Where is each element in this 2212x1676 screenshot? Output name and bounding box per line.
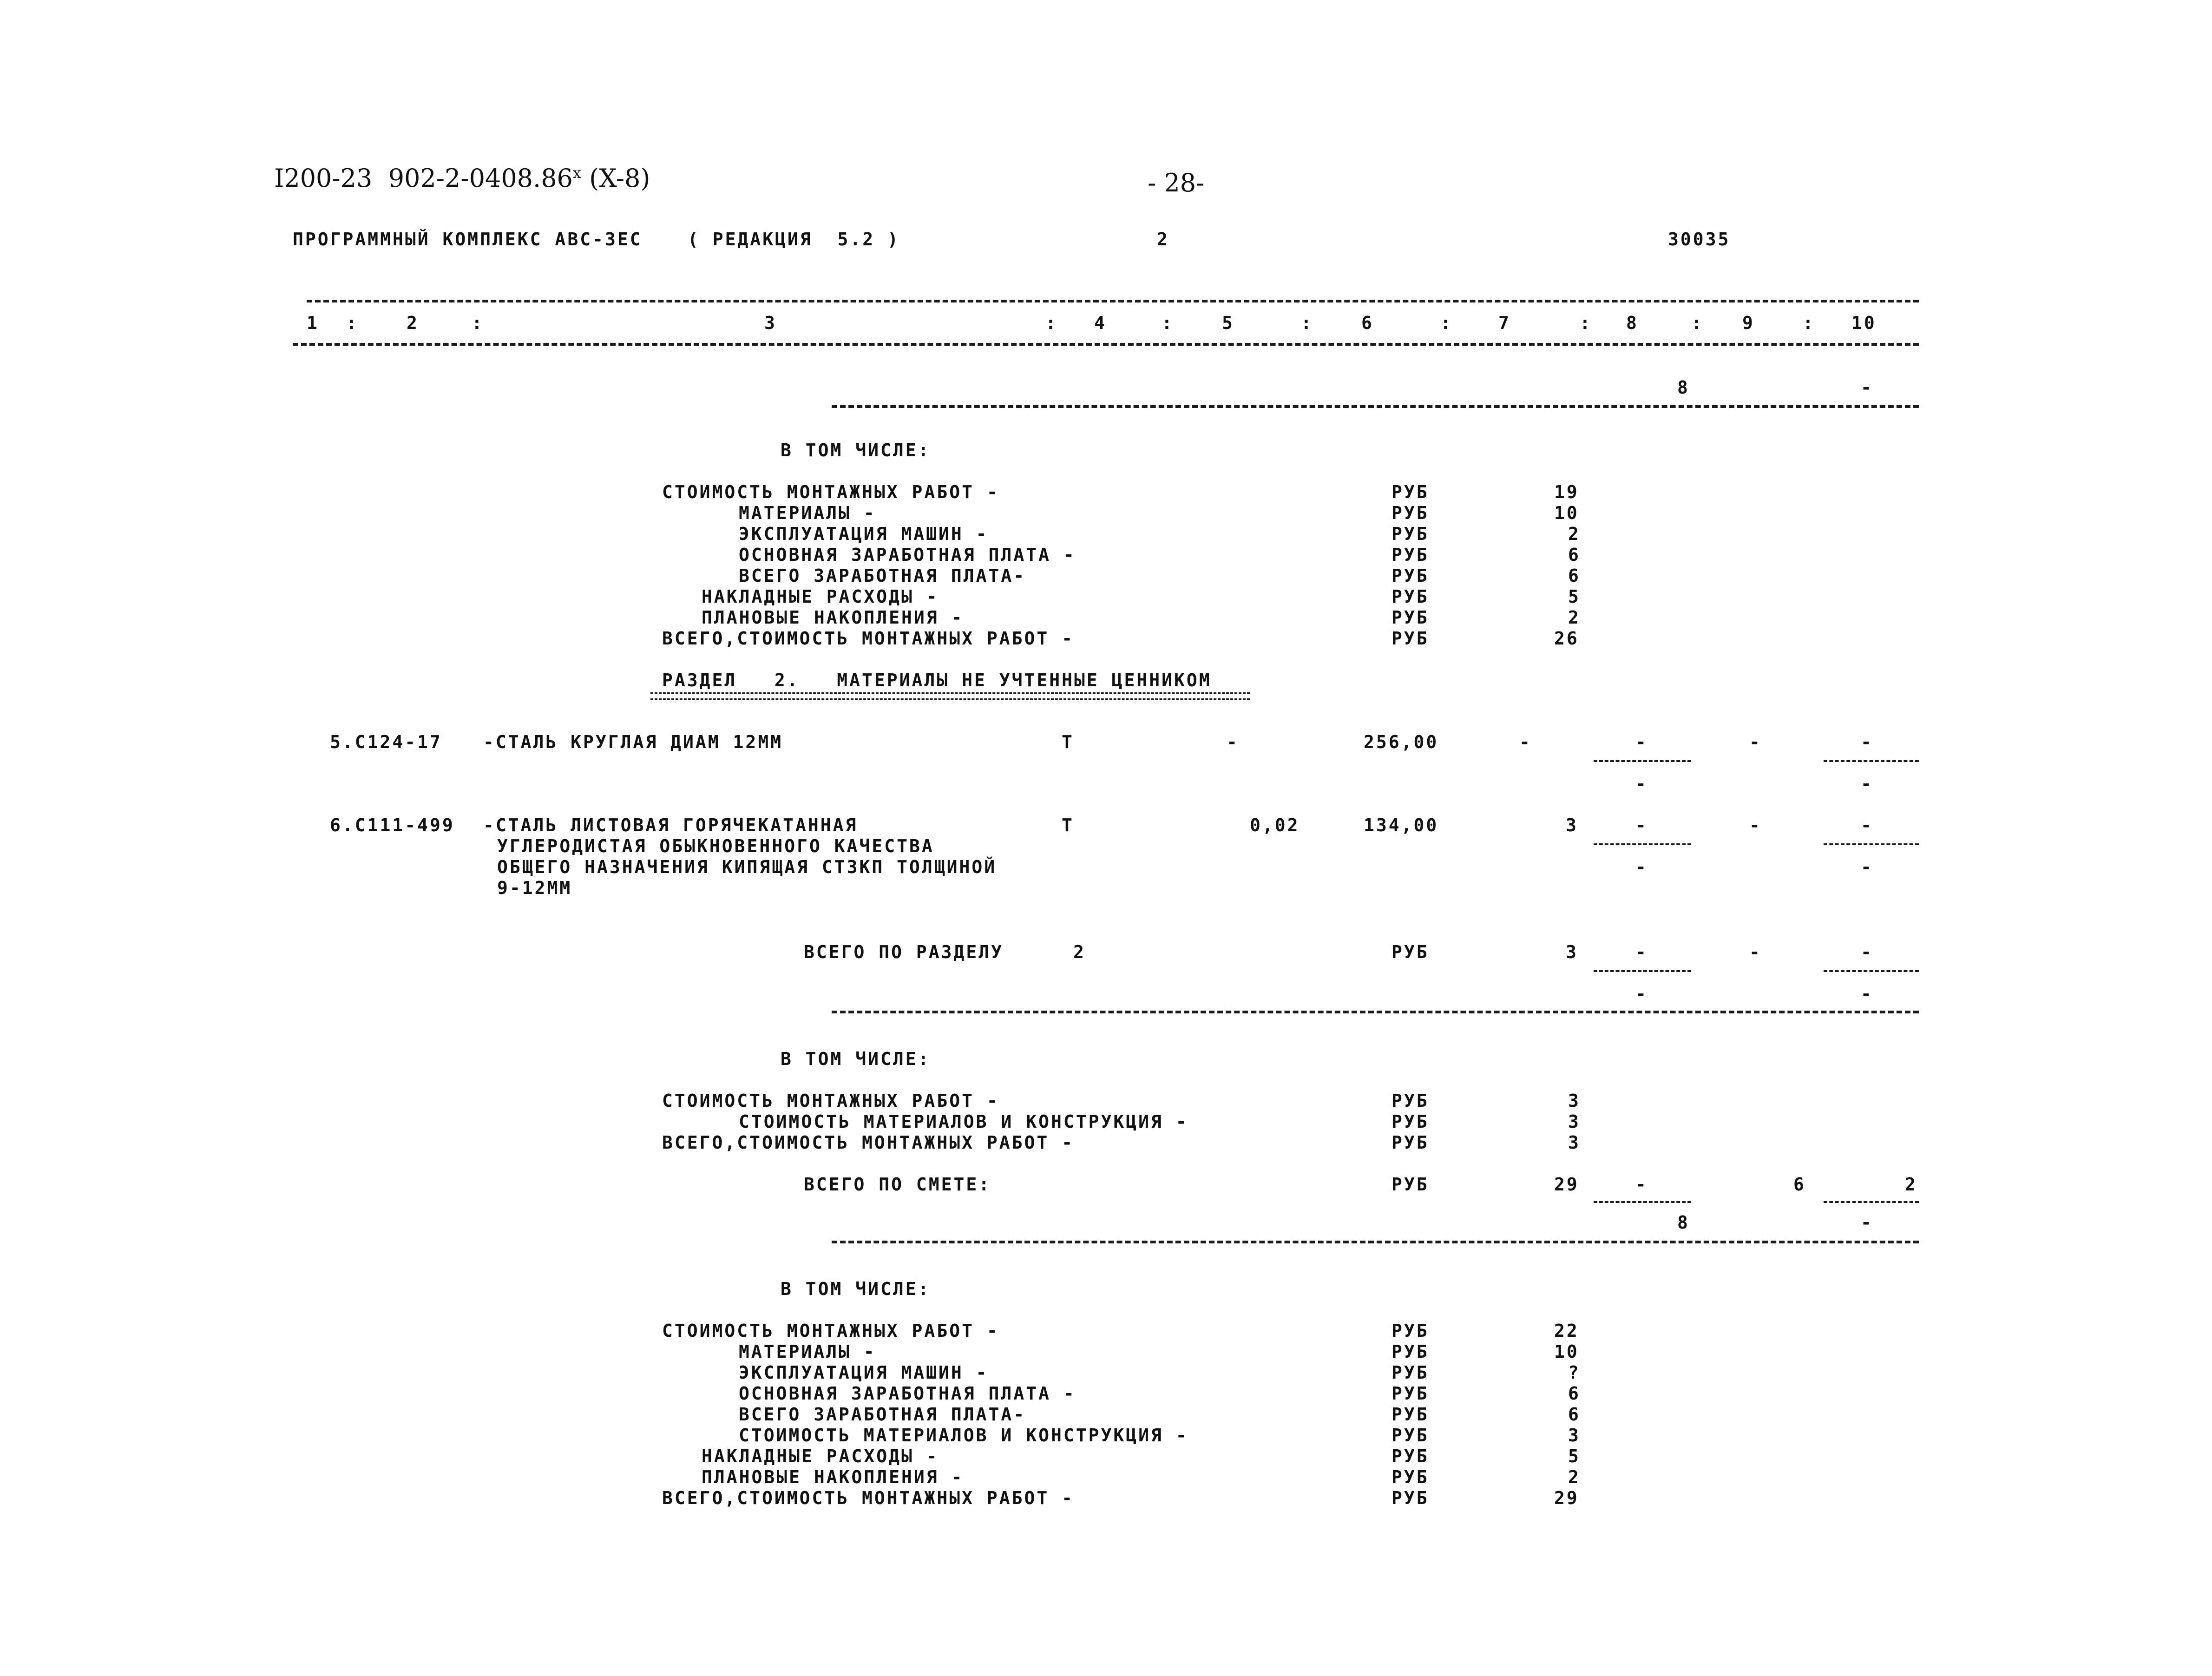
block3-value: 3	[1568, 1425, 1581, 1446]
block3-heading: В ТОМ ЧИСЛЕ:	[781, 1279, 931, 1299]
item-unit: Т	[1062, 732, 1074, 752]
item-col7: -	[1519, 732, 1532, 752]
column-separator: :	[346, 313, 359, 333]
program-label: ПРОГРАММНЫЙ КОМПЛЕКС АВС-ЗЕС	[293, 229, 643, 250]
program-code: 30035	[1668, 229, 1731, 250]
document-code-suffix: (X-8)	[581, 164, 650, 193]
block3-label: НАКЛАДНЫЕ РАСХОДЫ -	[702, 1446, 939, 1466]
block1-value: 26	[1554, 628, 1579, 649]
section-total-col8-top: -	[1635, 942, 1648, 962]
item-col8-bottom: -	[1635, 857, 1648, 877]
block3-unit: РУБ	[1392, 1425, 1429, 1446]
block1-label: ВСЕГО ЗАРАБОТНАЯ ПЛАТА-	[739, 565, 1026, 586]
section-underline	[650, 692, 1250, 700]
block1-value: 5	[1568, 586, 1581, 607]
block1-label: ЭКСПЛУАТАЦИЯ МАШИН -	[739, 524, 989, 544]
column-separator: :	[1045, 313, 1058, 333]
section-total-col9: -	[1749, 942, 1762, 962]
column-separator: :	[1440, 313, 1453, 333]
column-header-9: 9	[1742, 313, 1755, 333]
subtotal-rule	[1824, 1201, 1919, 1203]
block3-value: 5	[1568, 1446, 1581, 1466]
block3-value: 29	[1554, 1488, 1579, 1508]
block1-value: 2	[1568, 607, 1581, 628]
subtotal-rule	[1594, 1201, 1691, 1203]
block3-unit: РУБ	[1392, 1446, 1429, 1466]
program-number: 2	[1157, 229, 1169, 250]
item-col10-top: -	[1861, 732, 1873, 752]
block2-value: 3	[1568, 1091, 1581, 1111]
column-header-2: 2	[407, 313, 419, 333]
subtotal-rule	[1824, 760, 1919, 762]
block3-label: МАТЕРИАЛЫ -	[739, 1341, 876, 1362]
subtotal-rule	[1594, 760, 1691, 762]
block3-value: ?	[1568, 1362, 1581, 1383]
column-header-8: 8	[1626, 313, 1639, 333]
block1-value: 10	[1554, 503, 1579, 523]
item-col9: -	[1749, 732, 1762, 752]
block3-unit: РУБ	[1392, 1383, 1429, 1404]
block3-unit: РУБ	[1392, 1404, 1429, 1425]
item-col10-top: -	[1861, 815, 1873, 835]
item-name: -СТАЛЬ КРУГЛАЯ ДИАМ 12ММ	[483, 732, 783, 752]
block3-value: 22	[1554, 1321, 1579, 1341]
column-separator: :	[1162, 313, 1174, 333]
document-code-text: I200-23 902-2-0408.86	[274, 164, 573, 193]
block1-value: 2	[1568, 524, 1581, 544]
column-separator: :	[472, 313, 484, 333]
block2-heading: В ТОМ ЧИСЛЕ:	[781, 1049, 931, 1069]
block1-label: ОСНОВНАЯ ЗАРАБОТНАЯ ПЛАТА -	[739, 545, 1076, 565]
grand-total-col10-top: 2	[1905, 1174, 1917, 1195]
separator-rule	[832, 1011, 1919, 1013]
block2-label: СТОИМОСТЬ МОНТАЖНЫХ РАБОТ -	[662, 1091, 999, 1111]
block1-label: НАКЛАДНЫЕ РАСХОДЫ -	[702, 586, 939, 607]
item-col10-bottom: -	[1861, 857, 1873, 877]
grand-total-unit: РУБ	[1392, 1174, 1429, 1195]
block1-unit: РУБ	[1392, 628, 1429, 649]
block3-unit: РУБ	[1392, 1321, 1429, 1341]
block1-value: 19	[1554, 482, 1579, 502]
column-separator: :	[1301, 313, 1313, 333]
item-col10-bottom: -	[1861, 774, 1873, 794]
section-total-col10-bottom: -	[1861, 984, 1873, 1004]
block1-value: 6	[1568, 545, 1581, 565]
separator-rule	[832, 405, 1919, 408]
column-header-1: 1	[307, 313, 319, 333]
block2-unit: РУБ	[1392, 1132, 1429, 1153]
item-code: 5.С124-17	[330, 732, 442, 752]
program-edition: ( РЕДАКЦИЯ 5.2 )	[688, 229, 900, 250]
block1-unit: РУБ	[1392, 586, 1429, 607]
block2-value: 3	[1568, 1111, 1581, 1132]
block3-label: ВСЕГО ЗАРАБОТНАЯ ПЛАТА-	[739, 1404, 1026, 1425]
block3-unit: РУБ	[1392, 1467, 1429, 1487]
block3-value: 6	[1568, 1383, 1581, 1404]
block3-unit: РУБ	[1392, 1341, 1429, 1362]
block3-value: 6	[1568, 1404, 1581, 1425]
item-code: 6.С111-499	[330, 815, 455, 835]
block2-unit: РУБ	[1392, 1091, 1429, 1111]
column-header-7: 7	[1498, 313, 1511, 333]
item-price: 256,00	[1364, 732, 1439, 752]
block1-label: МАТЕРИАЛЫ -	[739, 503, 876, 523]
block1-unit: РУБ	[1392, 524, 1429, 544]
block1-unit: РУБ	[1392, 545, 1429, 565]
block3-label: СТОИМОСТЬ МОНТАЖНЫХ РАБОТ -	[662, 1321, 999, 1341]
item-qty: 0,02	[1250, 815, 1300, 835]
separator-rule	[832, 1241, 1919, 1243]
subtotal-rule	[1824, 970, 1919, 972]
block3-value: 2	[1568, 1467, 1581, 1487]
item-col8-top: -	[1635, 732, 1648, 752]
block2-label: ВСЕГО,СТОИМОСТЬ МОНТАЖНЫХ РАБОТ -	[662, 1132, 1074, 1153]
item-price: 134,00	[1364, 815, 1439, 835]
column-separator: :	[1691, 313, 1704, 333]
section-total-col7: 3	[1566, 942, 1578, 962]
carry-col8: 8	[1677, 377, 1690, 398]
item-col8-bottom: -	[1635, 774, 1648, 794]
column-header-3: 3	[764, 313, 777, 333]
block1-label: ВСЕГО,СТОИМОСТЬ МОНТАЖНЫХ РАБОТ -	[662, 628, 1074, 649]
block3-label: ПЛАНОВЫЕ НАКОПЛЕНИЯ -	[702, 1467, 964, 1487]
block3-label: СТОИМОСТЬ МАТЕРИАЛОВ И КОНСТРУКЦИЯ -	[739, 1425, 1188, 1446]
column-separator: :	[1803, 313, 1815, 333]
block3-label: ЭКСПЛУАТАЦИЯ МАШИН -	[739, 1362, 989, 1383]
document-code-sup: x	[572, 164, 581, 182]
grand-total-col7: 29	[1554, 1174, 1579, 1195]
column-separator: :	[1580, 313, 1592, 333]
document-code	[274, 164, 650, 193]
item-col8-top: -	[1635, 815, 1648, 835]
item-name: 9-12ММ	[497, 878, 572, 898]
item-name: УГЛЕРОДИСТАЯ ОБЫКНОВЕННОГО КАЧЕСТВА	[497, 836, 934, 856]
block1-label: СТОИМОСТЬ МОНТАЖНЫХ РАБОТ -	[662, 482, 999, 502]
column-header-6: 6	[1361, 313, 1374, 333]
block1-unit: РУБ	[1392, 482, 1429, 502]
header-rule-bottom	[293, 343, 1919, 346]
section-title: РАЗДЕЛ 2. МАТЕРИАЛЫ НЕ УЧТЕННЫЕ ЦЕННИКОМ	[662, 670, 1212, 690]
item-name: -СТАЛЬ ЛИСТОВАЯ ГОРЯЧЕКАТАННАЯ	[483, 815, 858, 835]
block3-label: ВСЕГО,СТОИМОСТЬ МОНТАЖНЫХ РАБОТ -	[662, 1488, 1074, 1508]
section-total-num: 2	[1073, 942, 1086, 962]
block3-label: ОСНОВНАЯ ЗАРАБОТНАЯ ПЛАТА -	[739, 1383, 1076, 1404]
carry-col10: -	[1861, 377, 1873, 398]
block2-value: 3	[1568, 1132, 1581, 1153]
grand-total-col9: 6	[1793, 1174, 1806, 1195]
section-total-unit: РУБ	[1392, 942, 1429, 962]
block1-unit: РУБ	[1392, 503, 1429, 523]
block1-unit: РУБ	[1392, 607, 1429, 628]
subtotal-rule	[1824, 843, 1919, 845]
column-header-5: 5	[1222, 313, 1234, 333]
item-col9: -	[1749, 815, 1762, 835]
block1-value: 6	[1568, 565, 1581, 586]
subtotal-rule	[1594, 843, 1691, 845]
item-qty: -	[1227, 732, 1239, 752]
block3-value: 10	[1554, 1341, 1579, 1362]
block3-unit: РУБ	[1392, 1488, 1429, 1508]
block1-unit: РУБ	[1392, 565, 1429, 586]
grand-total-col8-bottom: 8	[1677, 1212, 1690, 1233]
column-header-10: 10	[1851, 313, 1877, 333]
grand-total-col10-bottom: -	[1861, 1212, 1873, 1233]
grand-total-label: ВСЕГО ПО СМЕТЕ:	[804, 1174, 991, 1195]
item-col7: 3	[1566, 815, 1578, 835]
block1-heading: В ТОМ ЧИСЛЕ:	[781, 440, 931, 460]
grand-total-col8-top: -	[1635, 1174, 1648, 1195]
column-header-4: 4	[1094, 313, 1107, 333]
block1-label: ПЛАНОВЫЕ НАКОПЛЕНИЯ -	[702, 607, 964, 628]
subtotal-rule	[1594, 970, 1691, 972]
item-unit: Т	[1062, 815, 1074, 835]
section-total-col10-top: -	[1861, 942, 1873, 962]
block2-unit: РУБ	[1392, 1111, 1429, 1132]
item-name: ОБЩЕГО НАЗНАЧЕНИЯ КИПЯЩАЯ СТЗКП ТОЛЩИНОЙ	[497, 857, 997, 877]
page-number: - 28-	[1148, 168, 1205, 197]
block2-label: СТОИМОСТЬ МАТЕРИАЛОВ И КОНСТРУКЦИЯ -	[739, 1111, 1188, 1132]
block3-unit: РУБ	[1392, 1362, 1429, 1383]
section-total-label: ВСЕГО ПО РАЗДЕЛУ	[804, 942, 1004, 962]
header-rule-top	[307, 300, 1919, 302]
section-total-col8-bottom: -	[1635, 984, 1648, 1004]
